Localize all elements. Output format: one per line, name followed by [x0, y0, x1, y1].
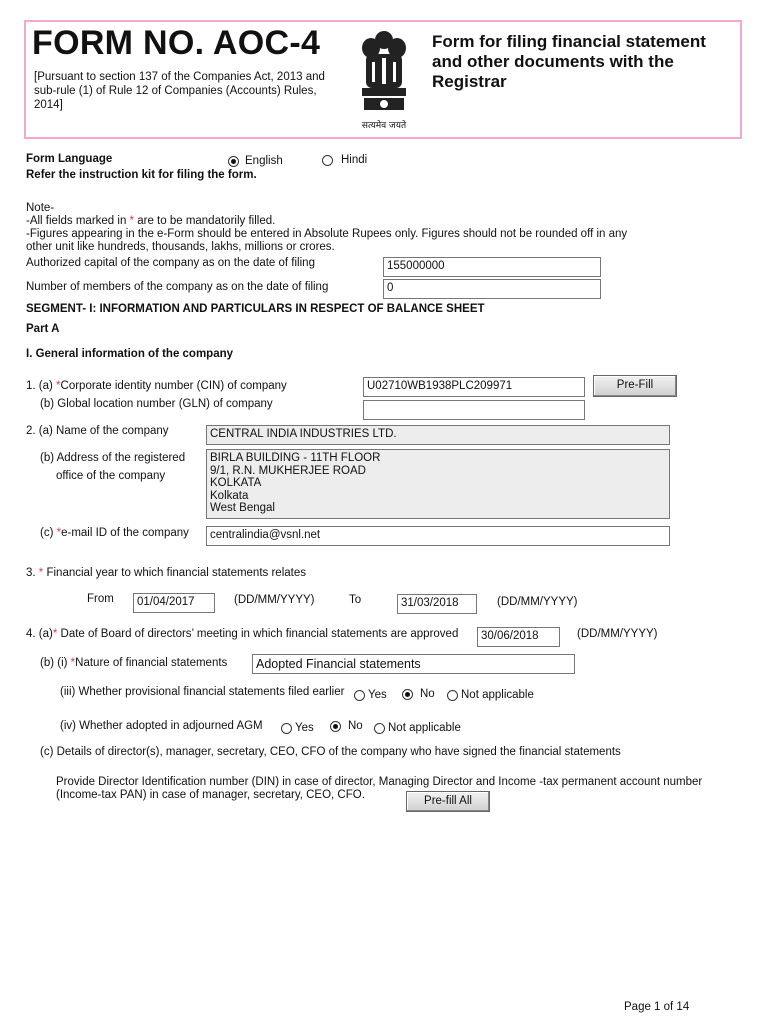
to-date-input[interactable]: 31/03/2018	[397, 594, 477, 614]
provisional-no-radio[interactable]	[402, 689, 413, 700]
cin-label: 1. (a) *Corporate identity number (CIN) of company	[26, 380, 287, 392]
pre-fill-all-button[interactable]: Pre-fill All	[406, 791, 490, 812]
adjourned-no-label: No	[348, 720, 363, 732]
gln-input[interactable]	[363, 400, 585, 420]
form-purpose: Form for filing financial statement and other documents with the Registrar	[432, 32, 706, 91]
gln-label: (b) Global location number (GLN) of company	[40, 398, 273, 410]
adjourned-yes-radio[interactable]	[281, 723, 292, 734]
cin-input[interactable]: U02710WB1938PLC209971	[363, 377, 585, 397]
adjourned-no-radio[interactable]	[330, 721, 341, 732]
board-meeting-label: 4. (a)* Date of Board of directors’ meeting in which financial statements are approved	[26, 628, 459, 640]
form-header	[24, 20, 742, 139]
address-textarea[interactable]	[206, 449, 670, 519]
instruction-kit-note: Refer the instruction kit for filing the form.	[26, 169, 257, 181]
provisional-yes-label: Yes	[368, 689, 387, 701]
form-language-label: Form Language	[26, 153, 113, 165]
email-label: (c) *e-mail ID of the company	[40, 527, 189, 539]
provisional-yes-radio[interactable]	[354, 690, 365, 701]
email-input[interactable]: centralindia@vsnl.net	[206, 526, 670, 546]
adjourned-agm-label: (iv) Whether adopted in adjourned AGM	[60, 720, 263, 732]
din-line-2: (Income-tax PAN) in case of manager, secretary, CEO, CFO.	[56, 789, 365, 801]
financial-year-label: 3. * Financial year to which financial statements relates	[26, 567, 306, 579]
to-label: To	[349, 594, 362, 606]
provisional-na-label: Not applicable	[461, 689, 534, 701]
emblem-motto: सत्यमेव जयते	[361, 121, 407, 131]
note-block	[26, 202, 646, 254]
segment-title: SEGMENT- I: INFORMATION AND PARTICULARS IN RESPECT OF BALANCE SHEET	[26, 303, 485, 315]
provisional-na-radio[interactable]	[447, 690, 458, 701]
provisional-no-label: No	[420, 688, 435, 700]
form-title: FORM NO. AOC-4	[32, 24, 321, 62]
english-option-label: English	[245, 155, 283, 167]
from-label: From	[87, 593, 114, 605]
page-number: Page 1 of 14	[624, 1001, 690, 1013]
note-line-1: -All fields marked in * are to be mandatorily filled.	[26, 215, 276, 227]
din-line-1: Provide Director Identification number (DIN) in case of director, Managing Director and Income -tax permanent account number	[56, 776, 703, 788]
adjourned-yes-label: Yes	[295, 722, 314, 734]
address-label-line-1: (b) Address of the registered	[40, 452, 186, 464]
note-title: Note-	[26, 202, 55, 214]
from-date-input[interactable]: 01/04/2017	[133, 593, 215, 613]
part-a-title: Part A	[26, 323, 60, 335]
address-line-5: West Bengal	[210, 502, 275, 514]
board-meeting-date-input[interactable]: 30/06/2018	[477, 627, 560, 647]
hindi-radio[interactable]	[322, 155, 333, 166]
members-input[interactable]: 0	[383, 279, 601, 299]
pre-fill-button[interactable]: Pre-Fill	[593, 375, 677, 397]
english-radio[interactable]	[228, 156, 239, 167]
hindi-option-label: Hindi	[341, 154, 368, 166]
address-label-line-2: office of the company	[56, 470, 166, 482]
directors-label: (c) Details of director(s), manager, secretary, CEO, CFO of the company who have signed the financial statements	[40, 746, 621, 758]
general-info-title: I. General information of the company	[26, 348, 234, 360]
nature-label: (b) (i) *Nature of financial statements	[40, 657, 228, 669]
address-line-4: Kolkata	[210, 489, 249, 502]
members-label: Number of members of the company as on the date of filing	[26, 281, 329, 293]
adjourned-na-label: Not applicable	[388, 722, 461, 734]
authorized-capital-label: Authorized capital of the company as on the date of filing	[26, 257, 315, 269]
company-name-label: 2. (a) Name of the company	[26, 425, 169, 437]
from-date-format: (DD/MM/YYYY)	[234, 594, 315, 606]
company-name-input[interactable]: CENTRAL INDIA INDUSTRIES LTD.	[206, 425, 670, 445]
address-line-3: KOLKATA	[210, 477, 262, 489]
address-line-2: 9/1, R.N. MUKHERJEE ROAD	[210, 464, 366, 477]
adjourned-na-radio[interactable]	[374, 723, 385, 734]
to-date-format: (DD/MM/YYYY)	[497, 596, 578, 608]
authorized-capital-input[interactable]: 155000000	[383, 257, 601, 277]
nature-select[interactable]: Adopted Financial statements	[252, 654, 575, 674]
provisional-label: (iii) Whether provisional financial statements filed earlier	[60, 686, 345, 698]
board-meeting-date-format: (DD/MM/YYYY)	[577, 628, 658, 640]
address-line-1: BIRLA BUILDING - 11TH FLOOR	[210, 452, 381, 464]
note-line-2: -Figures appearing in the e-Form should be entered in Absolute Rupees only. Figures should not be rounded off in any other unit like hundreds, thousands, lakhs, millions or crores.	[26, 228, 628, 253]
pursuant-text: [Pursuant to section 137 of the Companies Act, 2013 and sub-rule (1) of Rule 12 of Companies (Accounts) Rules, 2014]	[34, 71, 325, 111]
